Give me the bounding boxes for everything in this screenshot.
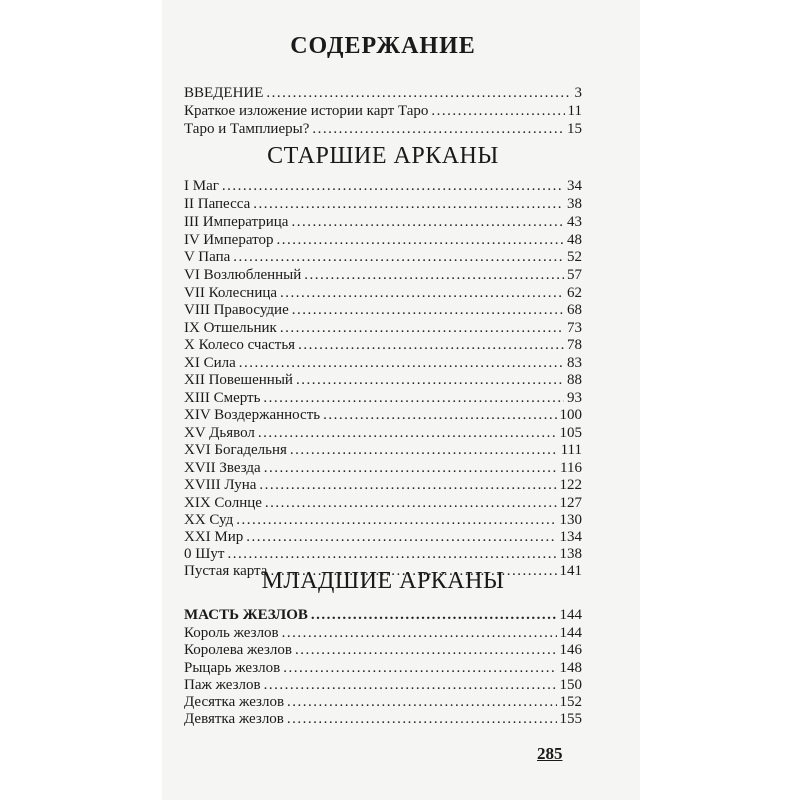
toc-entry-label: XIII Смерть xyxy=(184,390,261,406)
toc-entry-label: I Маг xyxy=(184,178,219,194)
toc-entry xyxy=(184,177,582,195)
toc-entry-page: 93 xyxy=(567,390,582,406)
toc-entry xyxy=(184,459,582,477)
leader-dots xyxy=(431,102,564,120)
toc-entry-label: XIV Воздержанность xyxy=(184,407,321,423)
toc-entry-label: V Папа xyxy=(184,249,231,265)
toc-entry-label: VII Колесница xyxy=(184,285,278,301)
leader-dots xyxy=(287,693,556,711)
toc-entry-page: 15 xyxy=(567,121,582,137)
leader-dots xyxy=(296,371,564,389)
toc-entry-page: 116 xyxy=(560,460,582,476)
leader-dots xyxy=(258,424,557,442)
toc-entry-label: Король жезлов xyxy=(184,625,279,641)
leader-dots xyxy=(298,336,564,354)
toc-entry xyxy=(184,248,582,266)
toc-entry xyxy=(184,354,582,372)
toc-entry-page: 155 xyxy=(559,711,582,727)
toc-entry xyxy=(184,319,582,337)
toc-entry-page: 144 xyxy=(559,607,582,623)
leader-dots xyxy=(292,301,564,319)
leader-dots xyxy=(280,319,564,337)
leader-dots xyxy=(304,266,564,284)
leader-dots xyxy=(282,624,557,642)
toc-entry-label: XVI Богадельня xyxy=(184,442,287,458)
leader-dots xyxy=(295,641,557,659)
leader-dots xyxy=(227,545,556,563)
toc-entry xyxy=(184,84,582,102)
leader-dots xyxy=(264,676,557,694)
toc-entry-page: 141 xyxy=(559,563,582,579)
toc-entry-page: 130 xyxy=(559,512,582,528)
toc-entry-label: Королева жезлов xyxy=(184,642,292,658)
toc-entry-label: XXI Мир xyxy=(184,529,244,545)
toc-entry-page: 43 xyxy=(567,214,582,230)
toc-entry-label: ВВЕДЕНИЕ xyxy=(184,85,264,101)
toc-entry-label: VI Возлюбленный xyxy=(184,267,302,283)
toc-entry-label: IV Император xyxy=(184,232,274,248)
leader-dots xyxy=(276,231,564,249)
leader-dots xyxy=(312,120,564,138)
toc-entry-label: XII Повешенный xyxy=(184,372,293,388)
leader-dots xyxy=(287,710,557,728)
toc-entry xyxy=(184,494,582,512)
toc-entry-page: 83 xyxy=(567,355,582,371)
toc-entry-page: 48 xyxy=(567,232,582,248)
toc-entry-label: Таро и Тамплиеры? xyxy=(184,121,310,137)
toc-entry xyxy=(184,389,582,407)
toc-entry-label: XX Суд xyxy=(184,512,234,528)
leader-dots xyxy=(236,511,556,529)
toc-entry-page: 57 xyxy=(567,267,582,283)
toc-entry xyxy=(184,231,582,249)
toc-entry-label: Паж жезлов xyxy=(184,677,261,693)
section-heading-major-arcana: СТАРШИЕ АРКАНЫ xyxy=(267,143,499,169)
toc-entry-label: X Колесо счастья xyxy=(184,337,296,353)
toc-entry xyxy=(184,659,582,677)
leader-dots xyxy=(323,406,556,424)
toc-entry-label: XV Дьявол xyxy=(184,425,255,441)
toc-entry-label: МАСТЬ ЖЕЗЛОВ xyxy=(184,607,308,623)
toc-entry xyxy=(184,213,582,231)
leader-dots xyxy=(239,354,564,372)
toc-entry-label: VIII Правосудие xyxy=(184,302,289,318)
toc-entry xyxy=(184,371,582,389)
toc-entry xyxy=(184,641,582,659)
toc-entry-page: 111 xyxy=(560,442,582,458)
toc-entry-label: II Папесса xyxy=(184,196,251,212)
toc-entry xyxy=(184,693,582,711)
toc-entry xyxy=(184,120,582,138)
toc-entry xyxy=(184,710,582,728)
toc-entry xyxy=(184,406,582,424)
leader-dots xyxy=(311,606,557,624)
toc-entry-page: 73 xyxy=(567,320,582,336)
toc-entry-page: 127 xyxy=(559,495,582,511)
leader-dots xyxy=(233,248,564,266)
toc-entry-page: 150 xyxy=(559,677,582,693)
toc-entry-label: XI Сила xyxy=(184,355,236,371)
toc-entry-page: 52 xyxy=(567,249,582,265)
toc-entry-label: Рыцарь жезлов xyxy=(184,660,281,676)
toc-entry-page: 138 xyxy=(559,546,582,562)
section-heading-minor-arcana: МЛАДШИЕ АРКАНЫ xyxy=(261,568,505,594)
leader-dots xyxy=(266,84,571,102)
toc-entry-label: XVII Звезда xyxy=(184,460,261,476)
toc-entry-page: 134 xyxy=(559,529,582,545)
toc-entry xyxy=(184,266,582,284)
toc-entry-page: 68 xyxy=(567,302,582,318)
leader-dots xyxy=(253,195,564,213)
leader-dots xyxy=(264,459,557,477)
toc-entry-label: Девятка жезлов xyxy=(184,711,284,727)
toc-entry-suit xyxy=(184,606,582,624)
toc-entry-label: IX Отшельник xyxy=(184,320,277,336)
toc-entry xyxy=(184,102,582,120)
toc-entry-page: 144 xyxy=(559,625,582,641)
toc-entry xyxy=(184,476,582,494)
toc-entry xyxy=(184,301,582,319)
toc-entry-label: Пустая карта xyxy=(184,563,268,579)
toc-entry xyxy=(184,336,582,354)
toc-entry-label: Десятка жезлов xyxy=(184,694,285,710)
toc-entry xyxy=(184,284,582,302)
toc-entry-page: 34 xyxy=(567,178,582,194)
toc-entry-page: 152 xyxy=(559,694,582,710)
leader-dots xyxy=(259,476,556,494)
toc-entry-page: 38 xyxy=(567,196,582,212)
toc-entry-page: 11 xyxy=(567,103,582,119)
leader-dots xyxy=(290,441,558,459)
toc-entry-page: 105 xyxy=(559,425,582,441)
toc-entry-page: 148 xyxy=(559,660,582,676)
toc-entry-page: 122 xyxy=(559,477,582,493)
toc-entry-label: XVIII Луна xyxy=(184,477,257,493)
toc-entry-label: III Императрица xyxy=(184,214,289,230)
toc-entry xyxy=(184,676,582,694)
toc-entry xyxy=(184,441,582,459)
leader-dots xyxy=(222,177,564,195)
toc-entry-page: 78 xyxy=(567,337,582,353)
toc-entry xyxy=(184,424,582,442)
toc-entry-label: 0 Шут xyxy=(184,546,225,562)
leader-dots xyxy=(280,284,564,302)
toc-entry xyxy=(184,528,582,546)
toc-entry-page: 100 xyxy=(559,407,582,423)
toc-entry xyxy=(184,624,582,642)
toc-entry xyxy=(184,195,582,213)
page-title: СОДЕРЖАНИЕ xyxy=(290,33,476,59)
toc-entry-page: 3 xyxy=(574,85,582,101)
page-number: 285 xyxy=(537,744,563,763)
toc-entry-label: Краткое изложение истории карт Таро xyxy=(184,103,429,119)
leader-dots xyxy=(263,389,564,407)
toc-entry xyxy=(184,545,582,563)
leader-dots xyxy=(265,494,557,512)
toc-entry-page: 146 xyxy=(559,642,582,658)
toc-entry-page: 88 xyxy=(567,372,582,388)
leader-dots xyxy=(246,528,556,546)
leader-dots xyxy=(283,659,556,677)
leader-dots xyxy=(291,213,564,231)
toc-entry-label: XIX Солнце xyxy=(184,495,262,511)
toc-entry xyxy=(184,511,582,529)
toc-entry-page: 62 xyxy=(567,285,582,301)
